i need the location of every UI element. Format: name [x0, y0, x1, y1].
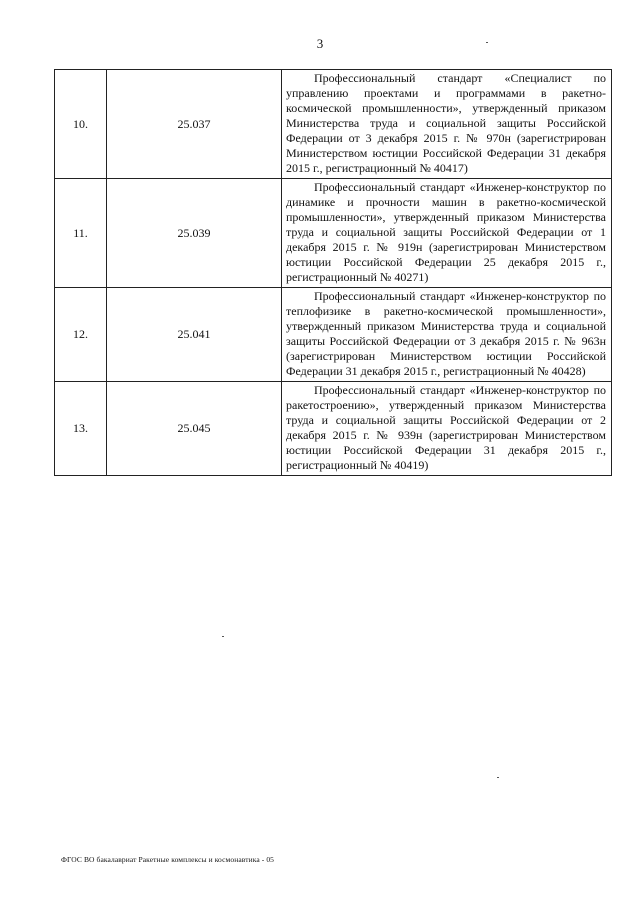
standard-description-cell: Профессиональный стандарт «Специалист по управлению проектами и программами в ракетно-космической промышленности», утвержденный приказом Министерства труда и социальной защиты Российской Федерации от 3 декабря 2015 г. № 970н (зарегистрирован Министерством юстиции Российской Федерации 31 декабря 2015 г., регистрационный № 40417) — [282, 70, 612, 179]
row-number-cell: 12. — [55, 288, 107, 382]
professional-standards-table — [54, 69, 612, 476]
row-number-cell: 10. — [55, 70, 107, 179]
page-number: 3 — [316, 36, 324, 51]
standard-code-cell: 25.039 — [107, 179, 282, 288]
table-row — [55, 382, 612, 476]
table-row — [55, 288, 612, 382]
row-number-cell: 13. — [55, 382, 107, 476]
standard-code-cell: 25.041 — [107, 288, 282, 382]
standard-description-cell: Профессиональный стандарт «Инженер-конструктор по теплофизике в ракетно-космической промышленности», утвержденный приказом Министерства труда и социальной защиты Российской Федерации от 3 декабря 2015 г. № 963н (зарегистрирован Министерством юстиции Российской Федерации 31 декабря 2015 г., регистрационный № 40428) — [282, 288, 612, 382]
standard-description-cell: Профессиональный стандарт «Инженер-конструктор по динамике и прочности машин в ракетно-космической промышленности», утвержденный приказом Министерства труда и социальной защиты Российской Федерации от 1 декабря 2015 г. № 919н (зарегистрирован Министерством юстиции Российской Федерации 25 декабря 2015 г., регистрационный № 40271) — [282, 179, 612, 288]
scan-speck — [486, 42, 488, 43]
table-row — [55, 70, 612, 179]
table-row — [55, 179, 612, 288]
document-footer: ФГОС ВО бакалавриат Ракетные комплексы и космонавтика - 05 — [61, 855, 275, 864]
standard-code-cell: 25.045 — [107, 382, 282, 476]
scan-speck — [222, 636, 224, 637]
scan-speck — [497, 777, 499, 778]
standard-description-cell: Профессиональный стандарт «Инженер-конструктор по ракетостроению», утвержденный приказом Министерства труда и социальной защиты Российской Федерации от 2 декабря 2015 г. № 939н (зарегистрирован Министерством юстиции Российской Федерации 31 декабря 2015 г., регистрационный № 40419) — [282, 382, 612, 476]
standard-code-cell: 25.037 — [107, 70, 282, 179]
row-number-cell: 11. — [55, 179, 107, 288]
